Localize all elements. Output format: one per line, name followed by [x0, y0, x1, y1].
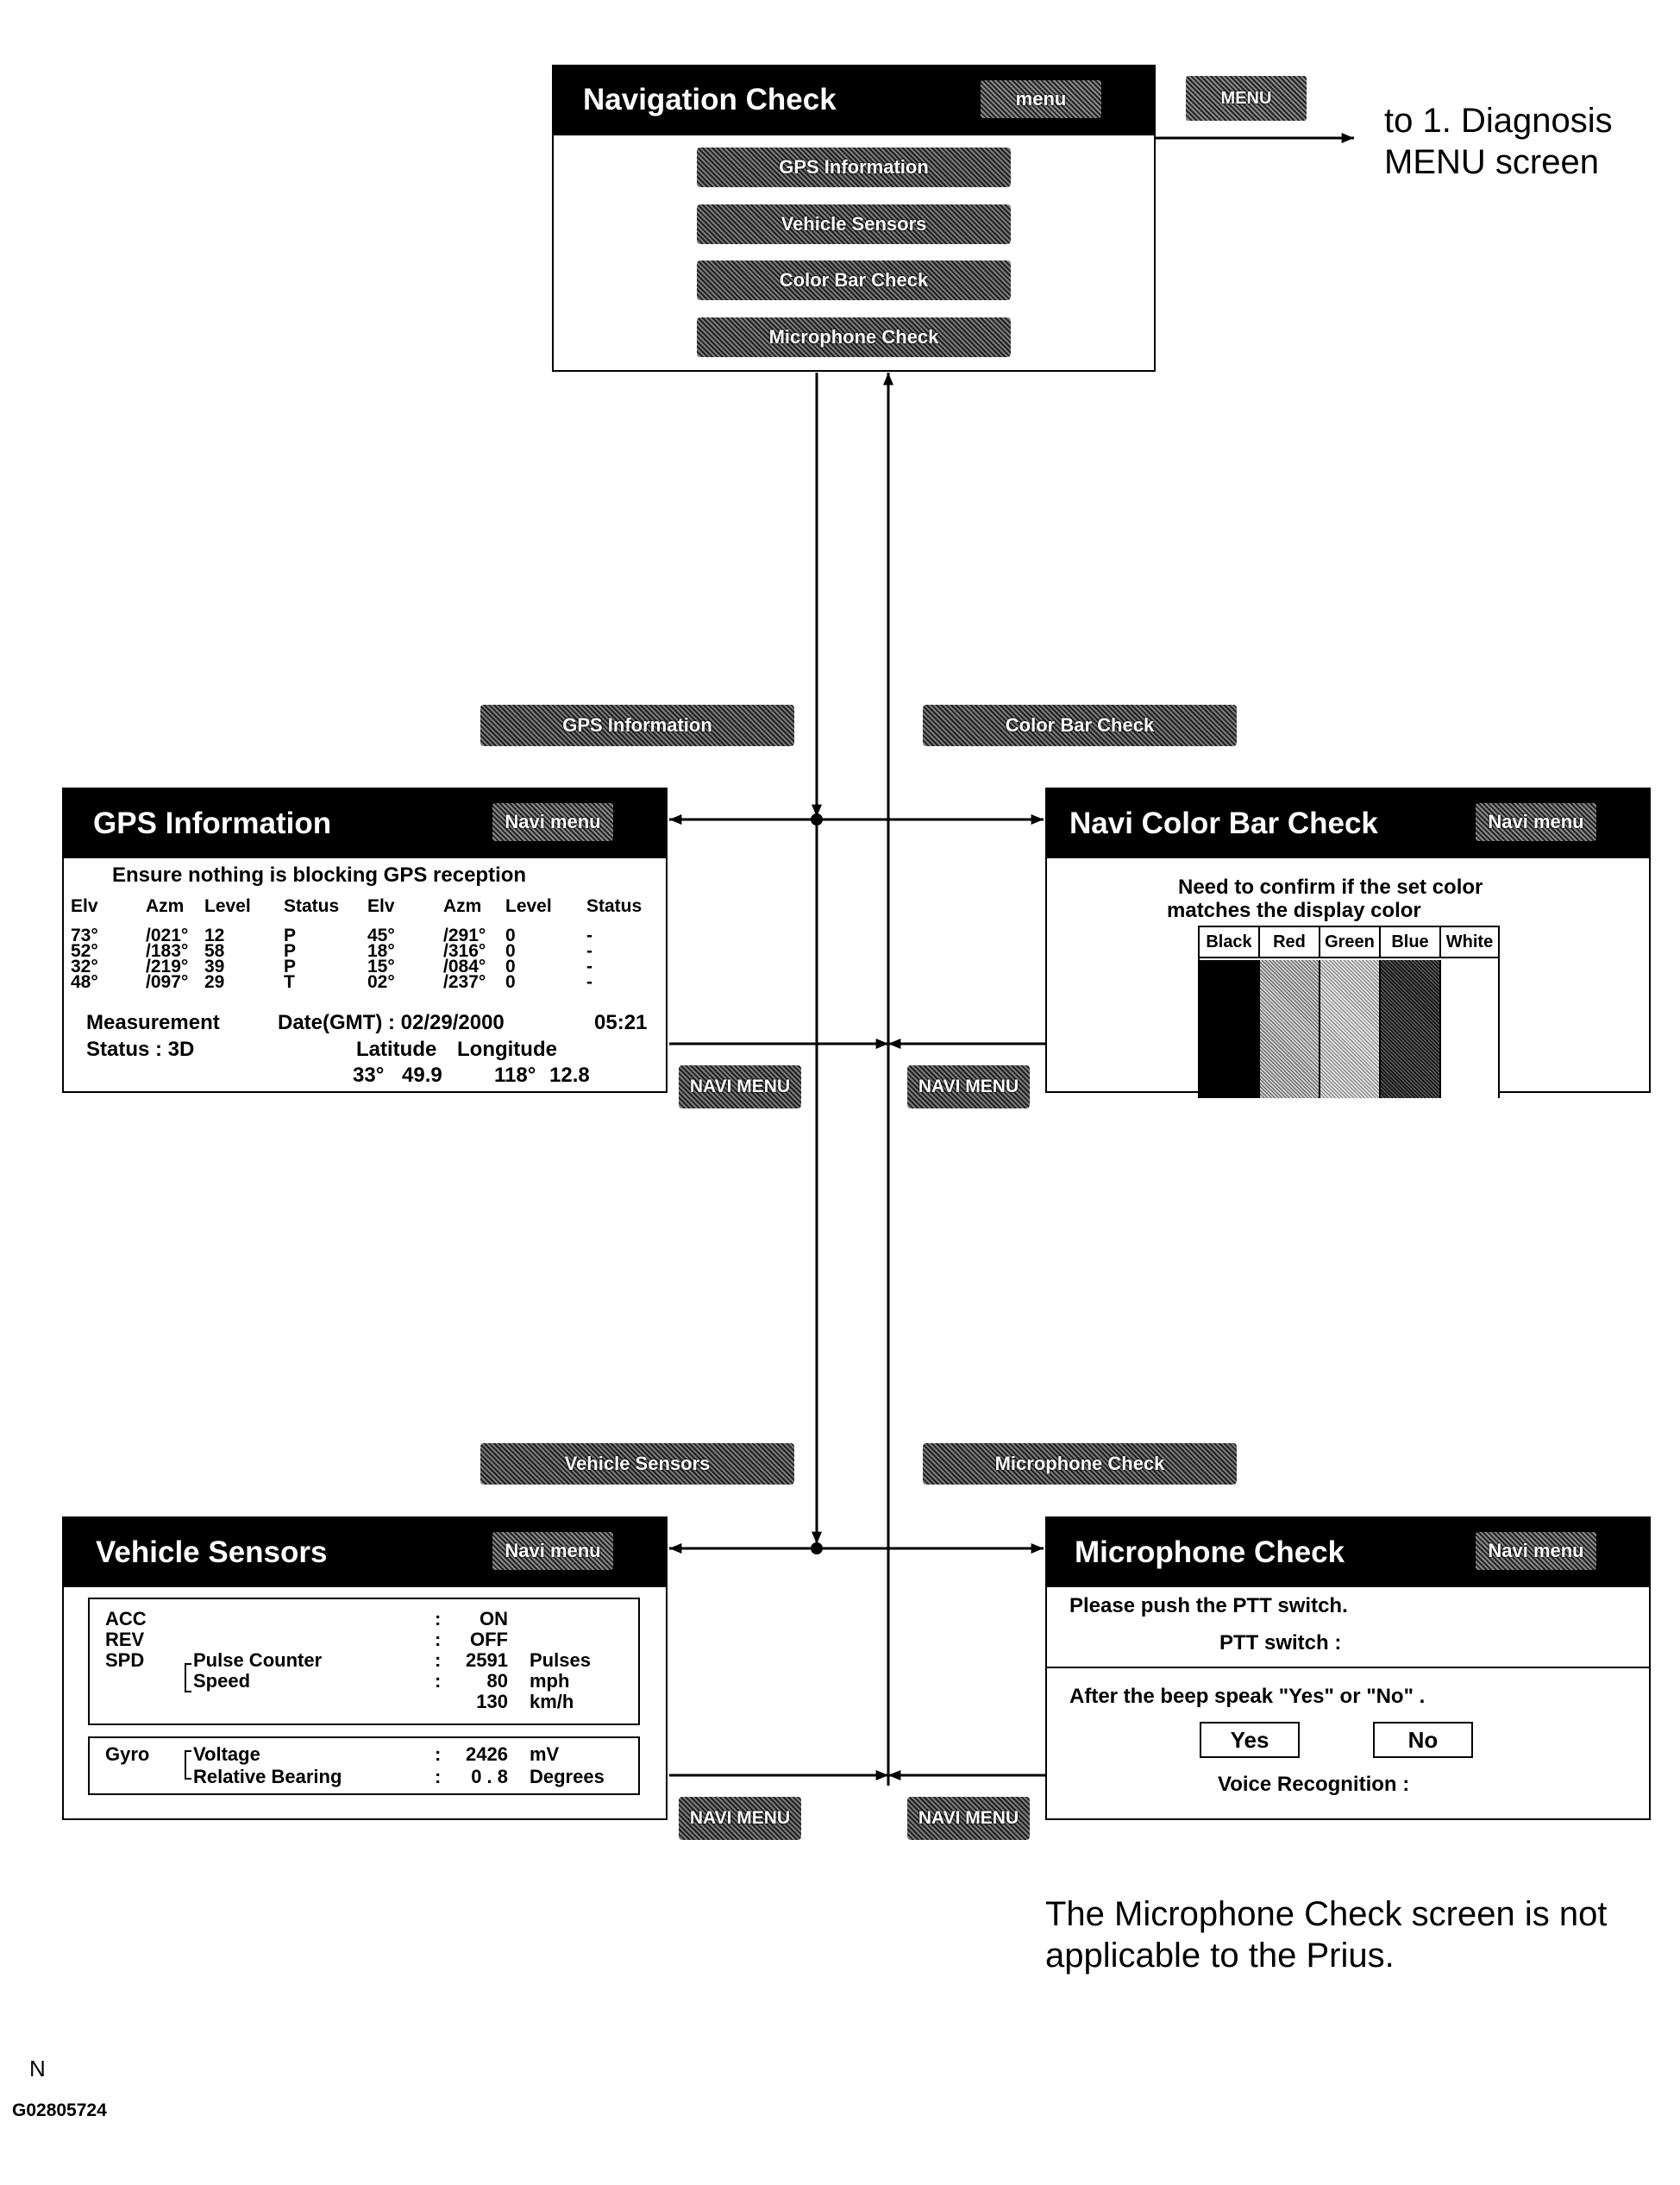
sensor-colon: : — [435, 1670, 442, 1692]
gps-table-cell: 0 — [505, 926, 516, 945]
swatch-green — [1320, 960, 1381, 1098]
gyro-bearing-value: 0 . 8 — [471, 1766, 508, 1787]
gps-lon-deg: 118° — [494, 1064, 536, 1087]
color-bar-check-panel — [1045, 788, 1651, 1093]
gps-table-cell: - — [586, 957, 592, 976]
gps-table-cell: 73° — [71, 926, 98, 945]
color-label-green: Green — [1320, 927, 1381, 958]
gps-table-cell: T — [284, 972, 295, 992]
gps-measurement-label: Measurement — [86, 1011, 220, 1034]
spd-bracket — [185, 1663, 191, 1692]
swatch-red — [1260, 960, 1320, 1098]
gps-table-cell: 45° — [367, 926, 395, 945]
footer-n: N — [29, 2056, 46, 2081]
microphone-check-panel — [1045, 1516, 1651, 1820]
voice-recognition-label: Voice Recognition : — [1218, 1773, 1410, 1796]
diagnosis-menu-button[interactable]: MENU — [1186, 76, 1307, 121]
gps-time: 05:21 — [594, 1011, 648, 1034]
gps-lat-min: 49.9 — [402, 1064, 442, 1087]
gps-table-cell: /183° — [146, 941, 189, 961]
sensor-colon: : — [435, 1649, 442, 1671]
gps-table-cell: P — [284, 941, 297, 961]
gyro-bearing-label: Relative Bearing — [193, 1766, 342, 1787]
color-bar-check-button[interactable]: Color Bar Check — [697, 261, 1011, 300]
gps-table-cell: - — [586, 972, 592, 992]
sensor-unit: km/h — [530, 1691, 574, 1712]
mic-instruction: Please push the PTT switch. — [1069, 1594, 1348, 1617]
gyro-voltage-value: 2426 — [466, 1743, 508, 1765]
junction-dot-lower — [811, 1542, 823, 1554]
navigation-check-title: Navigation Check — [583, 83, 837, 116]
gps-table-header: Status — [586, 896, 643, 916]
gps-table-cell: 0 — [505, 957, 516, 976]
gps-lat-deg: 33° — [353, 1064, 385, 1087]
yes-button[interactable]: Yes — [1200, 1722, 1300, 1758]
nav-menu-button[interactable]: menu — [981, 80, 1101, 118]
gps-information-titlebar — [64, 789, 666, 858]
gps-table-cell: /097° — [146, 972, 189, 992]
gyro-bearing-unit: Degrees — [530, 1766, 605, 1787]
gps-information-transition[interactable]: GPS Information — [480, 705, 794, 746]
gyro-bearing-colon: : — [435, 1766, 442, 1787]
gps-table-cell: - — [586, 926, 592, 945]
gps-table-cell: 0 — [505, 941, 516, 961]
gps-notice: Ensure nothing is blocking GPS reception — [112, 863, 527, 887]
gps-table-cell: 52° — [71, 941, 98, 961]
gps-table-cell: P — [284, 926, 297, 945]
sensor-colon: : — [435, 1629, 442, 1650]
sensor-colon: : — [435, 1608, 442, 1629]
navi-menu-transition-gps[interactable]: NAVI MENU — [679, 1065, 801, 1108]
gps-table-cell: 0 — [505, 972, 516, 992]
gps-table-cell: 12 — [204, 926, 225, 945]
gyro-box — [88, 1736, 640, 1795]
vehicle-sensors-titlebar — [64, 1518, 666, 1587]
navi-menu-transition-colorbar[interactable]: NAVI MENU — [907, 1065, 1030, 1108]
gps-table-cell: 58 — [204, 941, 225, 961]
gps-table-header: Azm — [443, 896, 482, 916]
gps-table-header: Level — [204, 896, 251, 916]
gps-table-cell: 18° — [367, 941, 395, 961]
microphone-note-line2: applicable to the Prius. — [1045, 1937, 1395, 1975]
navigation-check-titlebar — [554, 66, 1154, 135]
sensor-label: SPD — [105, 1649, 145, 1671]
sensor-value: OFF — [470, 1629, 508, 1650]
gps-table-header: Azm — [146, 896, 185, 916]
sensor-readings-box — [88, 1598, 640, 1725]
navi-menu-transition-mic[interactable]: NAVI MENU — [907, 1797, 1030, 1840]
gps-table-header: Status — [284, 896, 340, 916]
gps-table-cell: /084° — [443, 957, 486, 976]
gps-table-cell: /219° — [146, 957, 189, 976]
gps-table-cell: 15° — [367, 957, 395, 976]
gps-table-header: Level — [505, 896, 552, 916]
gyro-bracket — [185, 1750, 191, 1780]
sensor-value: 130 — [476, 1691, 508, 1712]
gps-table-cell: 29 — [204, 972, 225, 992]
gps-table-cell: 02° — [367, 972, 395, 992]
vehicle-sensors-title: Vehicle Sensors — [96, 1535, 328, 1569]
sensor-value: 80 — [486, 1670, 508, 1692]
sensors-navi-menu-button[interactable]: Navi menu — [492, 1532, 613, 1570]
gyro-voltage-unit: mV — [530, 1743, 560, 1765]
vehicle-sensors-panel — [62, 1516, 668, 1820]
gps-table-cell: 39 — [204, 957, 225, 976]
diagnosis-menu-text — [1384, 100, 1613, 183]
color-bar-instruction-line1: Need to confirm if the set color — [1178, 876, 1483, 899]
color-label-blue: Blue — [1381, 927, 1441, 958]
microphone-check-transition[interactable]: Microphone Check — [923, 1443, 1237, 1485]
microphone-note-line1: The Microphone Check screen is not — [1045, 1895, 1608, 1933]
sensor-value: 2591 — [466, 1649, 508, 1671]
gps-table-cell: /291° — [443, 926, 486, 945]
sensor-label: ACC — [105, 1608, 147, 1629]
gps-table-cell: /237° — [443, 972, 486, 992]
gps-table-cell: 48° — [71, 972, 98, 992]
gps-status: Status : 3D — [86, 1038, 195, 1061]
gps-table-header: Elv — [71, 896, 98, 916]
vehicle-sensors-transition[interactable]: Vehicle Sensors — [480, 1443, 794, 1485]
sensor-sub: Speed — [193, 1670, 251, 1692]
gps-date: Date(GMT) : 02/29/2000 — [278, 1011, 505, 1034]
color-label-red: Red — [1260, 927, 1320, 958]
mic-navi-menu-button[interactable]: Navi menu — [1476, 1532, 1596, 1570]
microphone-check-title: Microphone Check — [1075, 1535, 1345, 1569]
ptt-switch-label: PTT switch : — [1219, 1631, 1342, 1654]
color-label-white: White — [1441, 927, 1498, 958]
junction-dot-upper — [811, 813, 823, 826]
navigation-check-panel — [552, 65, 1156, 372]
gps-table-cell: /021° — [146, 926, 189, 945]
sensor-unit: mph — [530, 1670, 570, 1692]
gps-longitude-label: Longitude — [457, 1038, 557, 1061]
gps-navi-menu-button[interactable]: Navi menu — [492, 803, 613, 841]
gyro-voltage-colon: : — [435, 1743, 442, 1765]
color-bar-titlebar — [1047, 789, 1649, 858]
color-bar-title: Navi Color Bar Check — [1069, 807, 1378, 840]
diagnosis-menu-text-line1: to 1. Diagnosis — [1384, 102, 1613, 140]
gps-table-cell: 32° — [71, 957, 98, 976]
diagnosis-menu-text-line2: MENU screen — [1384, 143, 1599, 181]
gyro-label: Gyro — [105, 1743, 150, 1765]
color-bar-grid — [1198, 926, 1500, 1098]
swatch-black — [1200, 960, 1260, 1098]
gps-information-title: GPS Information — [93, 807, 332, 840]
sensor-label: REV — [105, 1629, 145, 1650]
microphone-check-titlebar — [1047, 1518, 1649, 1587]
sensor-value: ON — [480, 1608, 508, 1629]
gps-table-cell: P — [284, 957, 297, 976]
color-bar-instruction-line2: matches the display color — [1167, 899, 1421, 922]
color-label-black: Black — [1200, 927, 1260, 958]
color-bar-check-transition[interactable]: Color Bar Check — [923, 705, 1237, 746]
microphone-note — [1045, 1893, 1607, 1976]
microphone-check-button[interactable]: Microphone Check — [697, 317, 1011, 357]
gps-information-panel — [62, 788, 668, 1093]
gps-latitude-label: Latitude — [356, 1038, 437, 1061]
navi-menu-transition-sensors[interactable]: NAVI MENU — [679, 1797, 801, 1840]
gps-table-cell: - — [586, 941, 592, 961]
mic-divider — [1047, 1667, 1649, 1668]
sensor-unit: Pulses — [530, 1649, 591, 1671]
gps-table-cell: /316° — [443, 941, 486, 961]
sensor-sub: Pulse Counter — [193, 1649, 323, 1671]
color-bar-navi-menu-button[interactable]: Navi menu — [1476, 803, 1596, 841]
swatch-white — [1441, 960, 1498, 1098]
vehicle-sensors-button[interactable]: Vehicle Sensors — [697, 204, 1011, 244]
no-button[interactable]: No — [1373, 1722, 1473, 1758]
beep-instruction: After the beep speak "Yes" or "No" . — [1069, 1685, 1426, 1708]
gps-table-header: Elv — [367, 896, 395, 916]
gps-information-button[interactable]: GPS Information — [697, 148, 1011, 187]
swatch-blue — [1381, 960, 1441, 1098]
footer-code: G02805724 — [12, 2100, 107, 2120]
gyro-voltage-label: Voltage — [193, 1743, 260, 1765]
gps-lon-min: 12.8 — [549, 1064, 590, 1087]
